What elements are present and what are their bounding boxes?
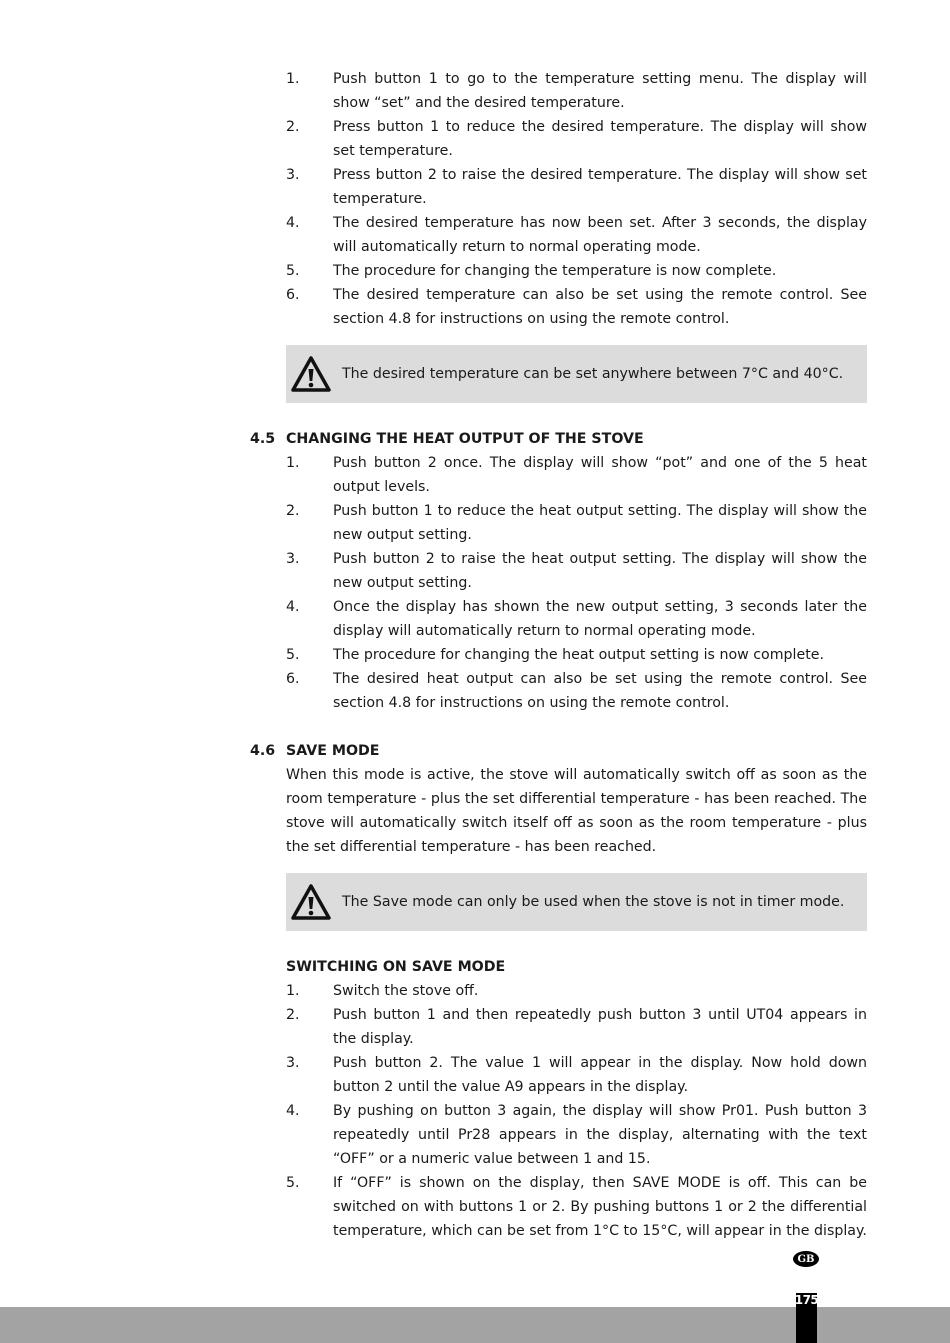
list-item: 5. The procedure for changing the heat output setting is now complete. <box>286 647 825 663</box>
list-item: 1. Push button 1 to go to the temperature setting menu. The display will show “set” and the desired temperature. <box>286 71 867 111</box>
page-number: 175 <box>794 1293 819 1307</box>
save-mode-paragraph: When this mode is active, the stove will automatically switch off as soon as the room temperature - plus the set differential temperature - has been reached. The stove will automatically switch itself off as soon as the room temperature - plus the set differential temperature - has been reached. <box>286 767 867 855</box>
list-item: 3. Push button 2. The value 1 will appear in the display. Now hold down button 2 until the value A9 appears in the display. <box>286 1055 867 1095</box>
warning-text: The desired temperature can be set anywhere between 7°C and 40°C. <box>342 366 844 382</box>
heat-output-steps-list <box>286 451 867 715</box>
list-item: 6. The desired temperature can also be set using the remote control. See section 4.8 for instructions on using the remote control. <box>286 287 867 327</box>
list-item: 4. By pushing on button 3 again, the display will show Pr01. Push button 3 repeatedly until Pr28 appears in the display, alternating with the text “OFF” or a numeric value between 1 and 15. <box>286 1103 867 1167</box>
page-content <box>250 67 867 1243</box>
list-item: 6. The desired heat output can also be set using the remote control. See section 4.8 for instructions on using the remote control. <box>286 671 867 711</box>
language-badge: GB <box>793 1251 819 1267</box>
list-item: 4. The desired temperature has now been set. After 3 seconds, the display will automatically return to normal operating mode. <box>286 215 867 255</box>
list-item: 5. If “OFF” is shown on the display, then SAVE MODE is off. This can be switched on with buttons 1 or 2. By pushing buttons 1 or 2 the differential temperature, which can be set from 1°C to 15°C, will appear in the display. <box>286 1175 867 1239</box>
list-item: 2. Press button 1 to reduce the desired temperature. The display will show set temperature. <box>286 119 867 159</box>
list-item: 1. Switch the stove off. <box>286 983 479 999</box>
warning-text: The Save mode can only be used when the stove is not in timer mode. <box>342 894 845 910</box>
warning-triangle-icon <box>290 883 332 921</box>
list-item: 3. Push button 2 to raise the heat output setting. The display will show the new output setting. <box>286 551 867 591</box>
list-item: 3. Press button 2 to raise the desired temperature. The display will show set temperature. <box>286 167 867 207</box>
temperature-steps-list <box>286 67 867 331</box>
section-heading-4-6: 4.6 SAVE MODE <box>250 743 380 759</box>
list-item: 1. Push button 2 once. The display will show “pot” and one of the 5 heat output levels. <box>286 455 867 495</box>
warning-box-temperature <box>286 345 867 403</box>
list-item: 4. Once the display has shown the new output setting, 3 seconds later the display will automatically return to normal operating mode. <box>286 599 867 639</box>
save-mode-steps-list <box>286 979 867 1243</box>
list-item: 2. Push button 1 to reduce the heat output setting. The display will show the new output setting. <box>286 503 867 543</box>
list-item: 2. Push button 1 and then repeatedly push button 3 until UT04 appears in the display. <box>286 1007 867 1047</box>
warning-triangle-icon <box>290 355 332 393</box>
section-heading-4-5: 4.5 CHANGING THE HEAT OUTPUT OF THE STOVE <box>250 431 644 447</box>
list-item: 5. The procedure for changing the temperature is now complete. <box>286 263 777 279</box>
warning-box-save-mode <box>286 873 867 931</box>
switching-on-save-mode-heading: SWITCHING ON SAVE MODE <box>286 959 506 975</box>
